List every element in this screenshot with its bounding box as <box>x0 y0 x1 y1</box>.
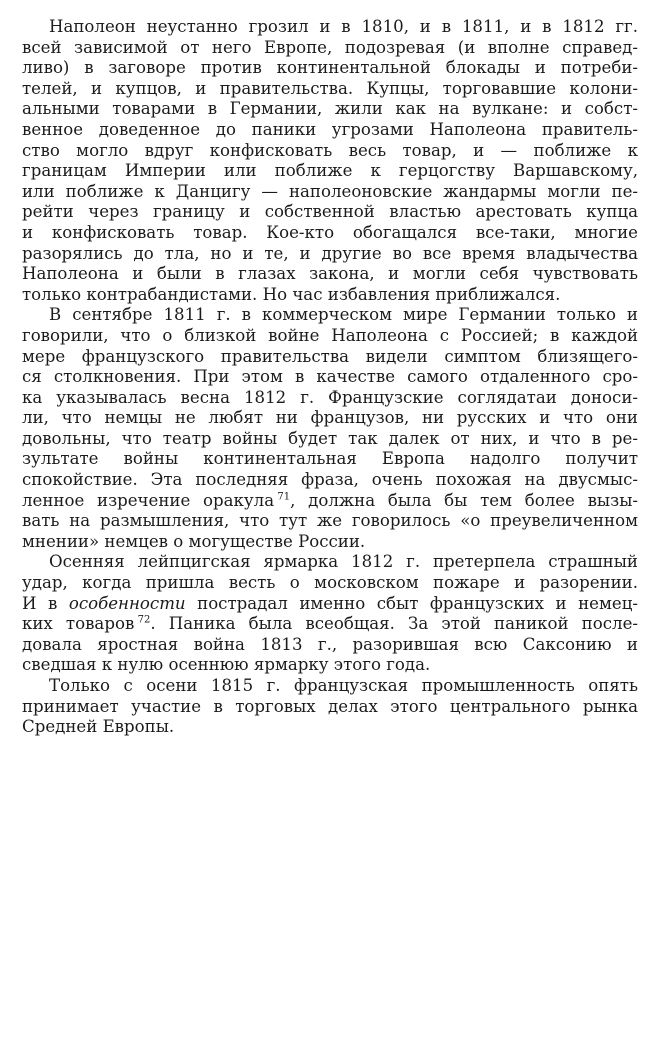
text-line: только контрабандистами. Но час избавления приближался. <box>22 284 561 304</box>
text-line: зультате войны континентальная Европа надолго получит <box>22 449 638 469</box>
text-line: довала яростная война 1813 г., разорившая всю Саксонию и <box>22 634 638 654</box>
text-line: и конфисковать товар. Кое-кто обогащался все-таки, многие <box>22 222 638 242</box>
text-line: ся столкновения. При этом в качестве самого отдаленного сро- <box>22 367 638 387</box>
text-line: мнении» немцев о могуществе России. <box>22 531 366 551</box>
text-line: или поближе к Данцигу — наполеоновские жандармы могли пе- <box>22 181 638 201</box>
text-line: Средней Европы. <box>22 717 175 737</box>
italic-word: особенности <box>68 593 186 613</box>
text-line: довольны, что театр войны будет так далек от них, и что в ре- <box>22 428 638 448</box>
paragraph-4 <box>22 676 638 738</box>
text-line: принимает участие в торговых делах этого центрального рынка <box>22 696 638 716</box>
text-line: сведшая к нулю осеннюю ярмарку этого года. <box>22 655 431 675</box>
text-line-with-italic <box>22 594 638 615</box>
text-line: удар, когда пришла весть о московском пожаре и разорении. <box>22 573 638 593</box>
text-line: Наполеон неустанно грозил и в 1810, и в 1811, и в 1812 гг. <box>49 17 638 36</box>
text-line: венное доведенное до паники угрозами Наполеона правитель- <box>22 119 638 139</box>
text-line: мере французского правительства видели симптом близящего- <box>22 346 638 366</box>
text-line: телей, и купцов, и правительства. Купцы, торговавшие колони- <box>22 78 638 98</box>
text-fragment: И в <box>22 593 69 613</box>
text-line: Наполеона и были в глазах закона, и могли себя чувствовать <box>22 264 638 284</box>
text-line: спокойствие. Эта последняя фраза, очень похожая на двусмыс- <box>22 470 638 490</box>
paragraph-1 <box>22 17 638 305</box>
text-line: Только с осени 1815 г. французская промышленность опять <box>49 676 638 695</box>
text-line: границам Империи или поближе к герцогству Варшавскому, <box>22 161 638 181</box>
text-line: ливо) в заговоре против континентальной блокады и потреби- <box>22 58 638 78</box>
text-line-with-footnote <box>22 614 638 635</box>
footnote-marker[interactable]: 71 <box>277 491 291 503</box>
paragraph-2 <box>22 305 638 552</box>
text-line: говорили, что о близкой войне Наполеона с Россией; в каждой <box>22 325 638 345</box>
text-fragment: ленное изречение оракула <box>22 490 275 510</box>
text-line: ство могло вдруг конфисковать весь товар, и — поближе к <box>22 140 638 160</box>
footnote-marker[interactable]: 72 <box>137 614 151 626</box>
text-fragment: , должна была бы тем более вызы- <box>290 490 638 510</box>
text-line-with-footnote <box>22 491 638 512</box>
text-line: вать на размышления, что тут же говорилось «о преувеличенном <box>22 511 638 531</box>
text-line: рейти через границу и собственной властью арестовать купца <box>22 202 638 222</box>
text-line: всей зависимой от него Европе, подозревая (и вполне справед- <box>22 37 638 57</box>
text-line: ка указывалась весна 1812 г. Французские соглядатаи доноси- <box>22 387 638 407</box>
text-fragment: . Паника была всеобщая. За этой паникой после- <box>150 614 638 634</box>
text-line: альными товарами в Германии, жили как на вулкане: и собст- <box>22 99 638 119</box>
text-line: Осенняя лейпцигская ярмарка 1812 г. претерпела страшный <box>49 552 638 572</box>
text-fragment: пострадал именно сбыт французских и немец- <box>185 593 638 613</box>
paragraph-3 <box>22 552 638 676</box>
text-fragment: ких товаров <box>22 614 135 634</box>
text-line: разорялись до тла, но и те, и другие во все время владычества <box>22 243 638 263</box>
text-line: ли, что немцы не любят ни французов, ни русских и что они <box>22 408 638 428</box>
document-page <box>22 17 638 738</box>
text-line: В сентябре 1811 г. в коммерческом мире Германии только и <box>49 305 638 325</box>
